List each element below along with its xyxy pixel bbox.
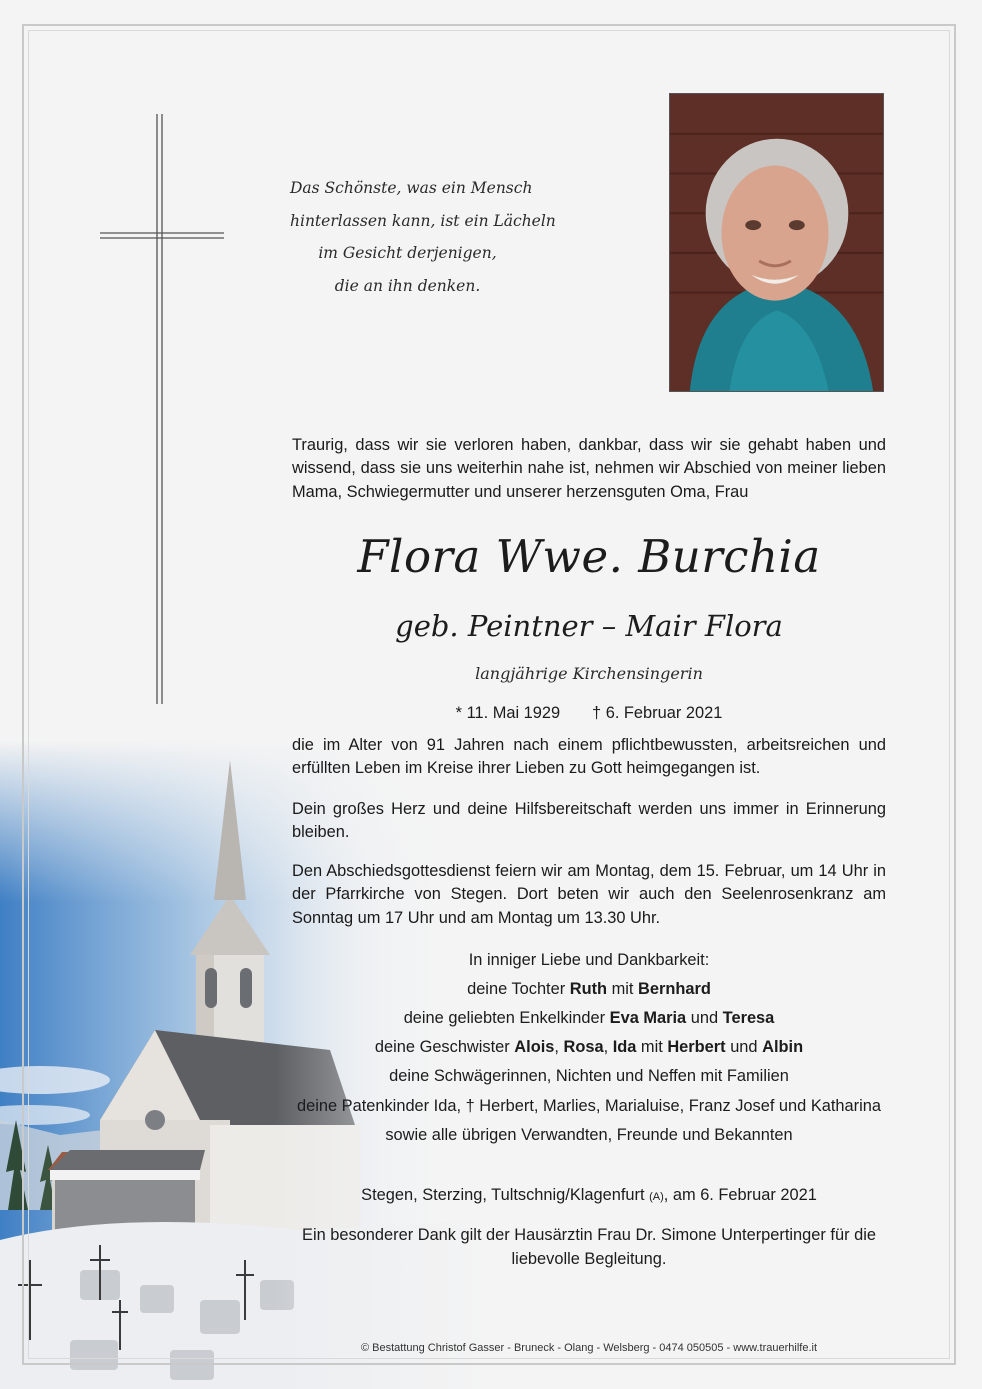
mourner-line-in-laws: deine Schwägerinnen, Nichten und Neffen mit Familien xyxy=(389,1067,789,1085)
quote-line: die an ihn denken. xyxy=(334,276,481,295)
intro-text: Traurig, dass wir sie verloren haben, dankbar, dass wir sie gehabt haben und wissend, dass sie uns weiterhin nahe ist, nehmen wir Abschied von meiner lieben Mama, Schwiegermutter und unserer herzensguten Oma, Frau xyxy=(292,436,886,501)
birth-date: * 11. Mai 1929 xyxy=(455,704,561,722)
quote-line: hinterlassen kann, ist ein Lächeln xyxy=(290,211,556,230)
quote-line: im Gesicht derjenigen, xyxy=(318,244,497,262)
mourners-heading: In inniger Liebe und Dankbarkeit: xyxy=(468,951,710,969)
life-dates xyxy=(292,701,886,725)
mourner-line-daughter: deine Tochter Ruth mit Bernhard xyxy=(467,980,711,998)
mourner-line-grandchildren: deine geliebten Enkelkinder Eva Maria und Teresa xyxy=(403,1009,775,1027)
portrait-photo xyxy=(669,93,884,392)
body-paragraph-2: Dein großes Herz und deine Hilfsbereitschaft werden uns immer in Erinnerung bleiben. xyxy=(292,800,886,842)
funeral-home-footer: © Bestattung Christof Gasser - Bruneck - Olang - Welsberg - 0474 050505 - www.trauerhilfe.it xyxy=(360,1342,818,1354)
quote-line: Das Schönste, was ein Mensch xyxy=(290,179,533,197)
body-paragraph-3: Den Abschiedsgottesdienst feiern wir am Montag, dem 15. Februar, um 14 Uhr in der Pfarrkirche von Stegen. Dort beten wir auch den Seelenrosenkranz am Sonntag um 17 Uhr und am Montag um 13.30 Uhr. xyxy=(292,862,886,927)
death-date: † 6. Februar 2021 xyxy=(592,704,723,722)
mourners-list xyxy=(292,946,886,1150)
cross-icon xyxy=(98,114,226,706)
thanks-note: Ein besonderer Dank gilt der Hausärztin Frau Dr. Simone Unterpertinger für die liebevolle Begleitung. xyxy=(302,1226,876,1268)
mourner-line-godchildren: deine Patenkinder Ida, † Herbert, Marlies, Marialuise, Franz Josef und Katharina xyxy=(297,1097,881,1115)
mourner-line-others: sowie alle übrigen Verwandten, Freunde und Bekannten xyxy=(385,1126,793,1144)
mourner-line-siblings: deine Geschwister Alois, Rosa, Ida mit Herbert und Albin xyxy=(374,1038,804,1056)
place-date: Stegen, Sterzing, Tultschnig/Klagenfurt (A), am 6. Februar 2021 xyxy=(361,1186,817,1204)
deceased-name: Flora Wwe. Burchia xyxy=(357,530,821,583)
body-paragraph-1: die im Alter von 91 Jahren nach einem pflichtbewussten, arbeitsreichen und erfüllten Leben im Kreise ihrer Lieben zu Gott heimgegangen ist. xyxy=(292,736,886,778)
memorial-quote xyxy=(290,172,556,302)
deceased-role: langjährige Kirchensingerin xyxy=(475,664,703,683)
maiden-name: geb. Peintner – Mair Flora xyxy=(395,609,783,643)
